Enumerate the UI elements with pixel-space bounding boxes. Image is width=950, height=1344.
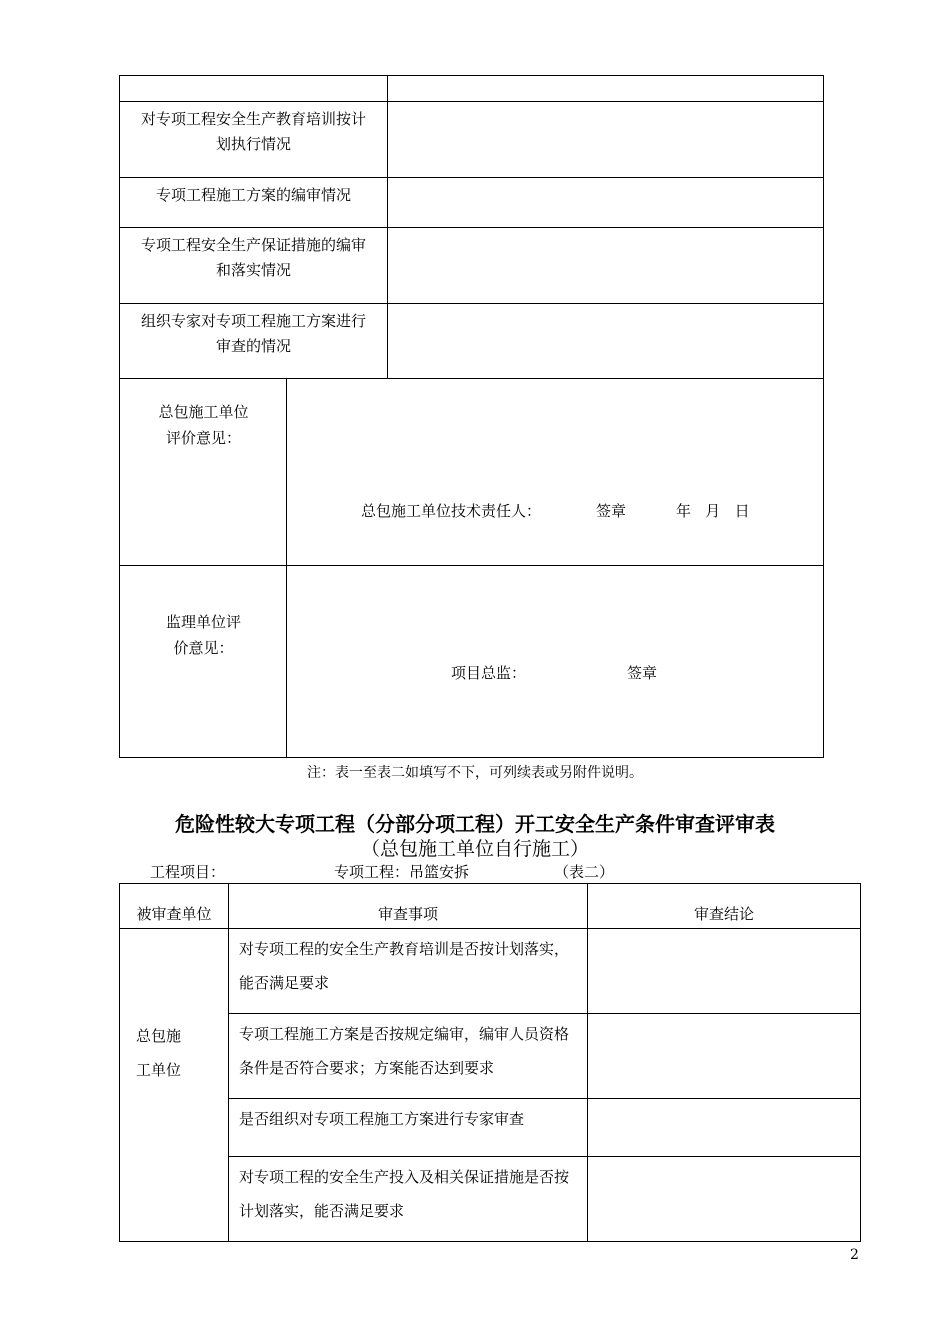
supervisor-seal-label: 签章 [627, 664, 658, 682]
page-title: 危险性较大专项工程（分部分项工程）开工安全生产条件审查评审表 [175, 812, 775, 836]
special-project-label: 专项工程：吊篮安拆 [334, 863, 470, 881]
general-label-line2: 评价意见： [165, 429, 241, 447]
table1-row-value[interactable] [388, 76, 824, 102]
table1-row-label: 专项工程施工方案的编审情况 [120, 178, 388, 228]
supervisor-label-line2: 价意见： [173, 639, 234, 657]
opinion-table [119, 378, 824, 758]
review-conclusion-cell[interactable] [588, 1014, 861, 1099]
page-number: 2 [850, 1247, 859, 1263]
unit-line1: 总包施 [136, 1027, 182, 1045]
table1-row-label [120, 76, 388, 102]
supervisor-label-line1: 监理单位评 [165, 613, 241, 631]
page-subtitle: （总包施工单位自行施工） [360, 838, 589, 860]
review-conclusion-cell[interactable] [588, 929, 861, 1014]
header-unit: 被审查单位 [120, 884, 229, 929]
general-date-label: 年 月 日 [676, 502, 750, 520]
reviewed-unit-cell [120, 929, 229, 1242]
evaluation-table-top [119, 75, 824, 379]
project-label: 工程项目： [150, 863, 226, 881]
table1-row-label: 组织专家对专项工程施工方案进行审查的情况 [120, 304, 388, 379]
review-conclusion-cell[interactable] [588, 1099, 861, 1157]
table-number: （表二） [554, 863, 615, 881]
supervisor-label-cell [120, 566, 287, 758]
table1-row-value[interactable] [388, 102, 824, 178]
table1-row-label: 对专项工程安全生产教育培训按计划执行情况 [120, 102, 388, 178]
general-sign-label: 总包施工单位技术责任人： [361, 502, 542, 520]
general-contractor-opinion-cell[interactable] [287, 379, 824, 566]
review-table [119, 883, 861, 1242]
table1-row-value[interactable] [388, 178, 824, 228]
supervisor-sign-label: 项目总监： [451, 664, 527, 682]
review-item: 是否组织对专项工程施工方案进行专家审查 [229, 1099, 588, 1157]
review-item: 专项工程施工方案是否按规定编审，编审人员资格条件是否符合要求；方案能否达到要求 [229, 1014, 588, 1099]
general-seal-label: 签章 [596, 502, 627, 520]
general-label-line1: 总包施工单位 [158, 403, 249, 421]
general-contractor-label-cell [120, 379, 287, 566]
table1-row-label: 专项工程安全生产保证措施的编审和落实情况 [120, 228, 388, 304]
table1-row-value[interactable] [388, 304, 824, 379]
table1-row-value[interactable] [388, 228, 824, 304]
unit-line2: 工单位 [136, 1061, 182, 1079]
review-item: 对专项工程的安全生产投入及相关保证措施是否按计划落实，能否满足要求 [229, 1157, 588, 1242]
header-conclusion: 审查结论 [588, 884, 861, 929]
header-items: 审查事项 [229, 884, 588, 929]
fill-note: 注：表一至表二如填写不下，可列续表或另附件说明。 [307, 765, 643, 781]
supervisor-opinion-cell[interactable] [287, 566, 824, 758]
review-item: 对专项工程的安全生产教育培训是否按计划落实，能否满足要求 [229, 929, 588, 1014]
review-conclusion-cell[interactable] [588, 1157, 861, 1242]
